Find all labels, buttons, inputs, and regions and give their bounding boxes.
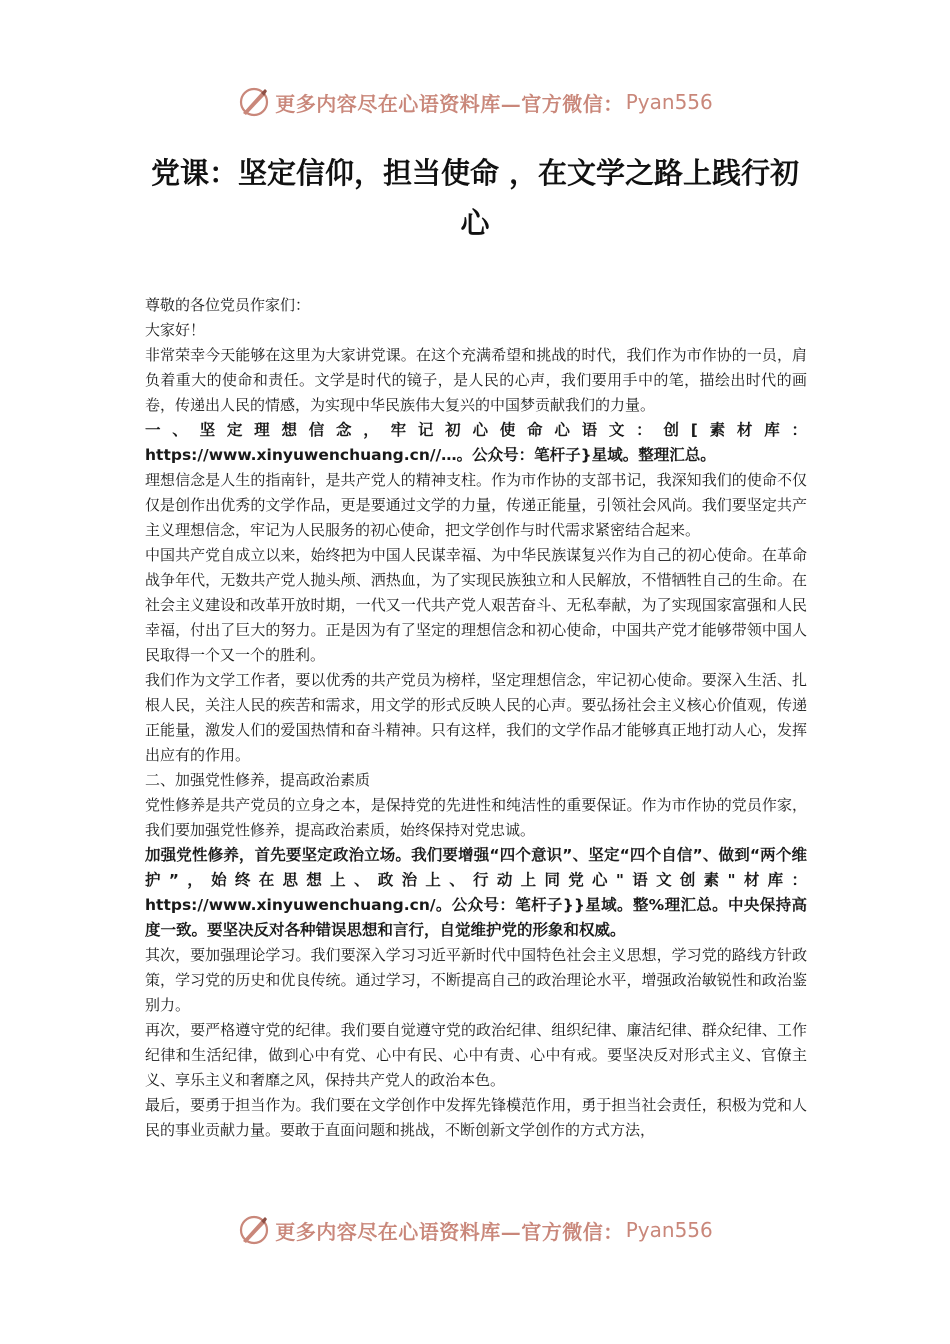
body-paragraph: 我们作为文学工作者，要以优秀的共产党员为榜样，坚定理想信念，牢记初心使命。要深入生活、扎根人民，关注人民的疾苦和需求，用文学的形式反映人民的心声。要弘扬社会主义核心价值观，传递正能量，激发人们的爱国热情和奋斗精神。只有这样，我们的文学作品才能够真正地打动人心，发挥出应有的作用。 <box>145 671 807 764</box>
pen-circle-logo-icon <box>237 85 271 119</box>
body-paragraph: 党性修养是共产党员的立身之本，是保持党的先进性和纯洁性的重要保证。作为市作协的党员作家，我们要加强党性修养，提高政治素质，始终保持对党忠诚。 <box>145 796 807 839</box>
body-paragraph: 再次，要严格遵守党的纪律。我们要自觉遵守党的政治纪律、组织纪律、廉洁纪律、群众纪律、工作纪律和生活纪律，做到心中有党、心中有民、心中有责、心中有戒。要坚决反对形式主义、官僚主义、享乐主义和奢靡之风，保持共产党人的政治本色。 <box>145 1021 807 1089</box>
banner-wechat-handle: Pyan556 <box>625 1218 713 1242</box>
pen-circle-logo-icon <box>237 1213 271 1247</box>
body-paragraph-bold: 加强党性修养，首先要坚定政治立场。我们要增强“四个意识”、坚定“四个自信”、做到“两个维护”，始终在思想上、政治上、行动上同党心"语文创素"材库：https://www.xinyuwenchuang.cn/。公众号：笔杆子}}星域。整%理汇总。中央保持高度一致。要坚决反对各种错误思想和言行，自觉维护党的形象和权威。 <box>145 846 807 939</box>
section-heading-1: 一、坚定理想信念，牢记初心使命心语文：创[素材库：https://www.xinyuwenchuang.cn//…。公众号：笔杆子}星域。整理汇总。 <box>145 421 807 464</box>
body-paragraph: 最后，要勇于担当作为。我们要在文学创作中发挥先锋模范作用，勇于担当社会责任，积极为党和人民的事业贡献力量。要敢于直面问题和挑战，不断创新文学创作的方式方法， <box>145 1096 807 1139</box>
body-paragraph: 非常荣幸今天能够在这里为大家讲党课。在这个充满希望和挑战的时代，我们作为市作协的一员，肩负着重大的使命和责任。文学是时代的镜子，是人民的心声，我们要用手中的笔，描绘出时代的画卷，传递出人民的情感，为实现中华民族伟大复兴的中国梦贡献我们的力量。 <box>145 346 807 414</box>
salutation: 尊敬的各位党员作家们： <box>145 296 311 314</box>
banner-text: 更多内容尽在心语资料库—官方微信： <box>275 91 624 116</box>
header-banner <box>0 82 950 122</box>
body-paragraph: 其次，要加强理论学习。我们要深入学习习近平新时代中国特色社会主义思想，学习党的路线方针政策，学习党的历史和优良传统。通过学习，不断提高自己的政治理论水平，增强政治敏锐性和政治鉴别力。 <box>145 946 807 1014</box>
greeting: 大家好！ <box>145 321 206 339</box>
document-title: 党课：坚定信仰，担当使命 ，在文学之路上践行初心 <box>150 156 800 240</box>
banner-text: 更多内容尽在心语资料库—官方微信： <box>275 1219 624 1244</box>
banner-wechat-handle: Pyan556 <box>625 90 713 114</box>
body-paragraph: 中国共产党自成立以来，始终把为中国人民谋幸福、为中华民族谋复兴作为自己的初心使命。在革命战争年代，无数共产党人抛头颅、洒热血，为了实现民族独立和人民解放，不惜牺牲自己的生命。在社会主义建设和改革开放时期，一代又一代共产党人艰苦奋斗、无私奉献，为了实现国家富强和人民幸福，付出了巨大的努力。正是因为有了坚定的理想信念和初心使命，中国共产党才能够带领中国人民取得一个又一个的胜利。 <box>145 546 807 664</box>
footer-banner <box>0 1210 950 1250</box>
body-paragraph: 理想信念是人生的指南针，是共产党人的精神支柱。作为市作协的支部书记，我深知我们的使命不仅仅是创作出优秀的文学作品，更是要通过文学的力量，传递正能量，引领社会风尚。我们要坚定共产主义理想信念，牢记为人民服务的初心使命，把文学创作与时代需求紧密结合起来。 <box>145 471 807 539</box>
section-heading-2: 二、加强党性修养，提高政治素质 <box>145 771 371 789</box>
document-body <box>145 293 807 1143</box>
